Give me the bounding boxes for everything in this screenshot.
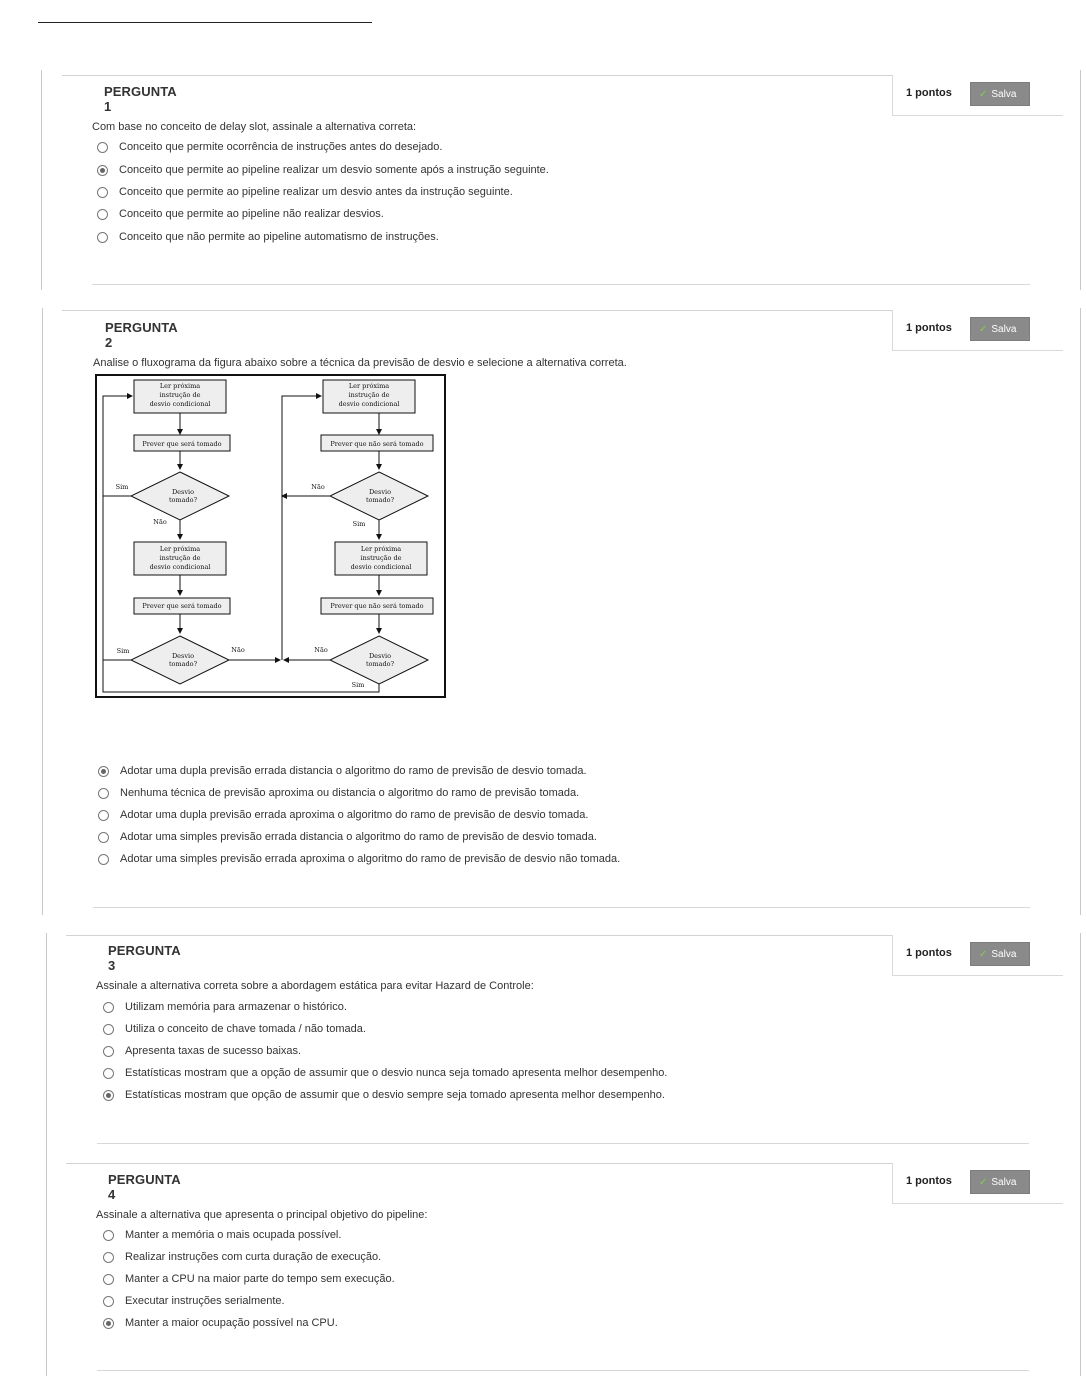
question-text: Assinale a alternativa que apresenta o principal objetivo do pipeline:: [96, 1209, 428, 1221]
check-icon: ✓: [979, 1177, 988, 1188]
option-label: Estatísticas mostram que a opção de assumir que o desvio nunca seja tomado apresenta melhor desempenho.: [125, 1067, 668, 1079]
option-label: Manter a maior ocupação possível na CPU.: [125, 1317, 338, 1329]
question-bottom-rule: [92, 284, 1030, 285]
flow-box-label: instrução de: [159, 391, 201, 399]
radio-button[interactable]: [103, 1002, 114, 1013]
question-top-rule: [66, 935, 892, 936]
question-right-border: [1080, 70, 1081, 290]
flow-box-label: Ler próxima: [360, 545, 402, 553]
saved-status-badge: [970, 82, 1030, 106]
option-label: Manter a memória o mais ocupada possível.: [125, 1229, 342, 1241]
question-bottom-rule: [93, 907, 1030, 908]
question-text: Analise o fluxograma da figura abaixo sobre a técnica da previsão de desvio e selecione a alternativa correta.: [93, 357, 627, 369]
option-label: Conceito que permite ao pipeline realizar um desvio somente após a instrução seguinte.: [119, 164, 549, 176]
option-label: Utiliza o conceito de chave tomada / não tomada.: [125, 1023, 366, 1035]
branch-label-no: Não: [311, 483, 325, 491]
saved-label: Salva: [991, 1177, 1017, 1188]
option-label: Conceito que permite ao pipeline realizar um desvio antes da instrução seguinte.: [119, 186, 513, 198]
radio-button[interactable]: [98, 788, 109, 799]
decision-label: tomado?: [365, 496, 395, 504]
radio-button[interactable]: [103, 1252, 114, 1263]
flow-box-label: Prever que será tomado: [142, 440, 222, 448]
branch-label-yes: Sim: [115, 483, 129, 491]
branch-label-no: Não: [231, 646, 245, 654]
radio-button[interactable]: [98, 854, 109, 865]
question-title: PERGUNTA 3: [108, 943, 181, 973]
branch-label-no: Não: [314, 646, 328, 654]
flow-box-label: desvio condicional: [338, 400, 400, 408]
branch-label-yes: Sim: [352, 520, 366, 528]
points-label: 1 pontos: [906, 87, 952, 99]
flow-box-label: instrução de: [159, 554, 201, 562]
option-label: Apresenta taxas de sucesso baixas.: [125, 1045, 302, 1057]
flow-box-label: Prever que não será tomado: [330, 602, 424, 610]
radio-button[interactable]: [103, 1046, 114, 1057]
option-label: Conceito que não permite ao pipeline automatismo de instruções.: [119, 231, 439, 243]
flow-box-label: desvio condicional: [149, 563, 211, 571]
radio-button-selected[interactable]: [103, 1090, 114, 1101]
radio-button[interactable]: [103, 1230, 114, 1241]
option-label: Conceito que permite ao pipeline não realizar desvios.: [119, 208, 384, 220]
decision-label: tomado?: [168, 660, 198, 668]
option-label: Adotar uma simples previsão errada distancia o algoritmo do ramo de previsão de desvio tomada.: [120, 831, 597, 843]
option-label: Nenhuma técnica de previsão aproxima ou distancia o algoritmo do ramo de previsão tomada.: [120, 787, 580, 799]
decision-label: tomado?: [365, 660, 395, 668]
decision-label: Desvio: [171, 652, 195, 660]
branch-label-no: Não: [153, 518, 167, 526]
question-bottom-rule: [97, 1370, 1029, 1371]
check-icon: ✓: [979, 324, 988, 335]
top-rule: [38, 22, 372, 23]
radio-button[interactable]: [103, 1024, 114, 1035]
branch-prediction-flowchart: [95, 374, 446, 698]
radio-button[interactable]: [97, 187, 108, 198]
option-label: Utilizam memória para armazenar o histórico.: [125, 1001, 347, 1013]
saved-status-badge: [970, 317, 1030, 341]
question-text: Assinale a alternativa correta sobre a abordagem estática para evitar Hazard de Controle:: [96, 980, 534, 992]
option-label: Adotar uma simples previsão errada aproxima o algoritmo do ramo de previsão de desvio não tomada.: [120, 853, 621, 865]
saved-label: Salva: [991, 324, 1017, 335]
flow-box-label: instrução de: [348, 391, 390, 399]
radio-button-selected[interactable]: [103, 1318, 114, 1329]
flow-box-label: desvio condicional: [350, 563, 412, 571]
radio-button[interactable]: [97, 232, 108, 243]
points-label: 1 pontos: [906, 322, 952, 334]
radio-button-selected[interactable]: [98, 766, 109, 777]
points-box: [892, 75, 1063, 116]
option-label: Adotar uma dupla previsão errada aproxima o algoritmo do ramo de previsão de desvio tomada.: [120, 809, 589, 821]
question-title: PERGUNTA 2: [105, 320, 178, 350]
flow-box-label: instrução de: [360, 554, 402, 562]
saved-label: Salva: [991, 949, 1017, 960]
option-label: Estatísticas mostram que opção de assumir que o desvio sempre seja tomado apresenta melhor desempenho.: [125, 1089, 665, 1101]
saved-status-badge: [970, 942, 1030, 966]
radio-button-selected[interactable]: [97, 165, 108, 176]
option-label: Conceito que permite ocorrência de instruções antes do desejado.: [119, 141, 443, 153]
flow-box-label: Ler próxima: [348, 382, 390, 390]
points-label: 1 pontos: [906, 947, 952, 959]
decision-label: Desvio: [368, 488, 392, 496]
question-right-border: [1080, 308, 1081, 915]
radio-button[interactable]: [103, 1068, 114, 1079]
points-label: 1 pontos: [906, 1175, 952, 1187]
flow-box-label: Ler próxima: [159, 382, 201, 390]
branch-label-yes: Sim: [116, 647, 130, 655]
question-top-rule: [62, 75, 892, 76]
decision-label: Desvio: [368, 652, 392, 660]
saved-label: Salva: [991, 89, 1017, 100]
radio-button[interactable]: [97, 142, 108, 153]
option-label: Manter a CPU na maior parte do tempo sem execução.: [125, 1273, 395, 1285]
option-label: Executar instruções serialmente.: [125, 1295, 285, 1307]
question-text: Com base no conceito de delay slot, assinale a alternativa correta:: [92, 121, 417, 133]
question-left-border: [41, 70, 42, 290]
points-box: [892, 1163, 1063, 1204]
question-left-border: [46, 933, 47, 1376]
question-title: PERGUNTA 1: [104, 84, 177, 114]
radio-button[interactable]: [98, 810, 109, 821]
option-label: Realizar instruções com curta duração de execução.: [125, 1251, 382, 1263]
question-top-rule: [66, 1163, 892, 1164]
check-icon: ✓: [979, 89, 988, 100]
points-box: [892, 310, 1063, 351]
flow-box-label: desvio condicional: [149, 400, 211, 408]
question-bottom-rule: [97, 1143, 1029, 1144]
question-top-rule: [62, 310, 892, 311]
saved-status-badge: [970, 1170, 1030, 1194]
radio-button[interactable]: [98, 832, 109, 843]
flow-box-label: Ler próxima: [159, 545, 201, 553]
option-label: Adotar uma dupla previsão errada distancia o algoritmo do ramo de previsão de desvio tomada.: [120, 765, 587, 777]
flow-box-label: Prever que não será tomado: [330, 440, 424, 448]
radio-button[interactable]: [103, 1274, 114, 1285]
radio-button[interactable]: [97, 209, 108, 220]
flow-box-label: Prever que será tomado: [142, 602, 222, 610]
decision-label: tomado?: [168, 496, 198, 504]
decision-label: Desvio: [171, 488, 195, 496]
radio-button[interactable]: [103, 1296, 114, 1307]
branch-label-yes: Sim: [351, 681, 365, 689]
question-right-border: [1080, 933, 1081, 1376]
points-box: [892, 935, 1063, 976]
question-left-border: [42, 308, 43, 915]
check-icon: ✓: [979, 949, 988, 960]
question-title: PERGUNTA 4: [108, 1172, 181, 1202]
flowchart-svg: [97, 376, 444, 696]
